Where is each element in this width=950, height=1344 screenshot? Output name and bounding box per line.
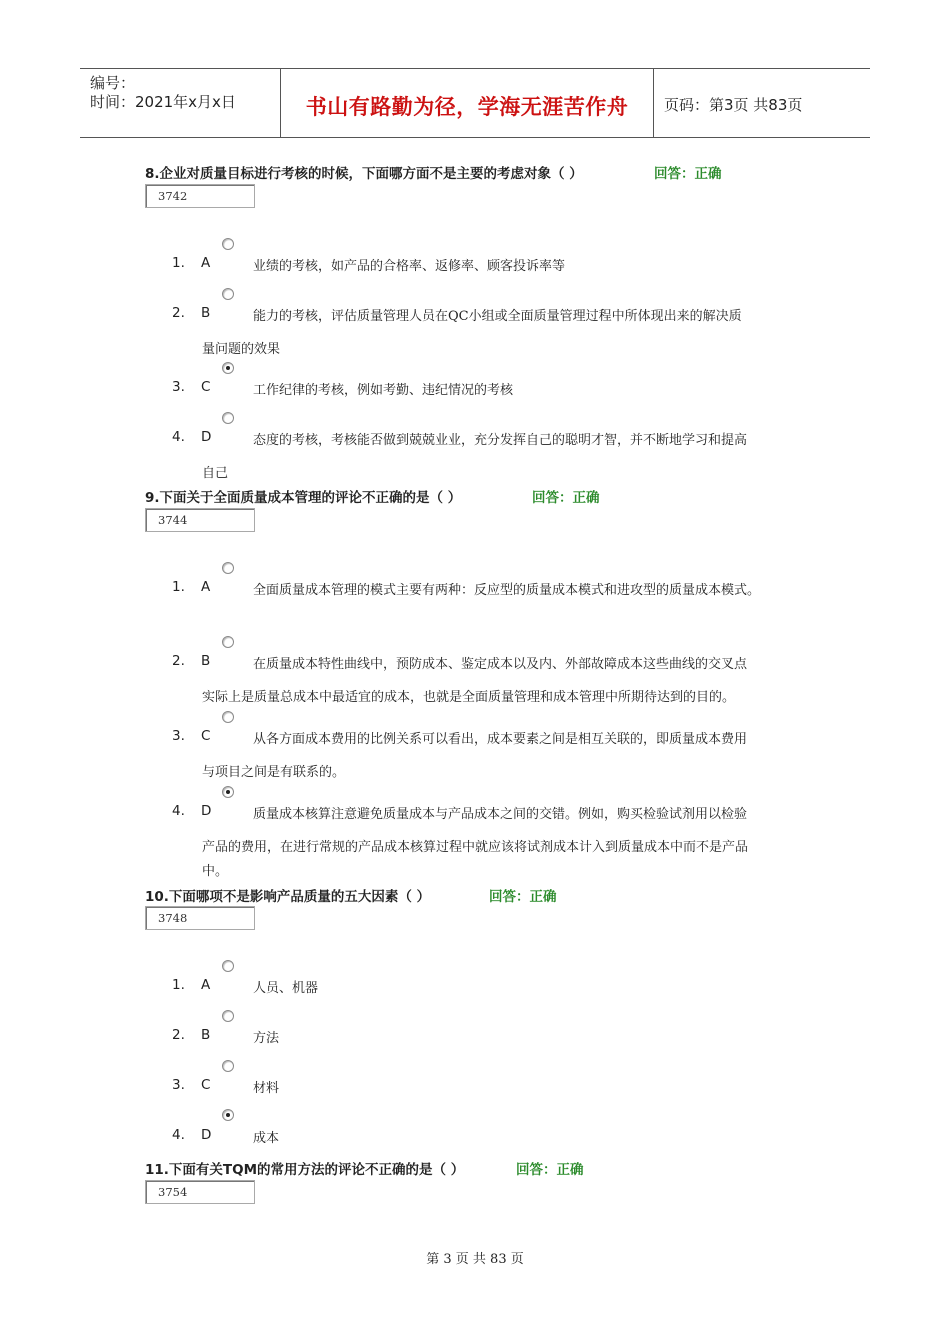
option-number: 2.: [172, 653, 185, 669]
option-text-continued: 产品的费用，在进行常规的产品成本核算过程中就应该将试剂成本计入到质量成本中而不是产品: [202, 840, 749, 855]
option-number: 3.: [172, 728, 185, 744]
option-number: 3.: [172, 1077, 185, 1093]
option-radio[interactable]: [222, 412, 234, 424]
option-radio[interactable]: [222, 562, 234, 574]
option-letter: B: [201, 653, 211, 669]
question-title: 10.下面哪项不是影响产品质量的五大因素（ ）: [145, 889, 431, 905]
option-radio[interactable]: [222, 636, 234, 648]
option-radio-selected[interactable]: [222, 362, 234, 374]
option-radio[interactable]: [222, 1060, 234, 1072]
option-number: 1.: [172, 255, 185, 271]
option-number: 2.: [172, 1027, 185, 1043]
code-label: 编号：: [90, 74, 136, 92]
option-number: 1.: [172, 977, 185, 993]
option-text-continued: 中。: [202, 864, 229, 879]
option-radio[interactable]: [222, 960, 234, 972]
option-letter: D: [201, 1127, 212, 1143]
option-text: 材料: [253, 1081, 280, 1096]
answer-status: 回答：正确: [516, 1162, 584, 1178]
option-letter: A: [201, 977, 211, 993]
option-text: 方法: [253, 1031, 280, 1046]
question-id-field[interactable]: 3744: [145, 508, 255, 532]
option-text: 业绩的考核，如产品的合格率、返修率、顾客投诉率等: [253, 259, 566, 274]
question-id-field[interactable]: 3748: [145, 906, 255, 930]
option-letter: D: [201, 429, 212, 445]
page-footer: 第 3 页 共 83 页: [426, 1252, 524, 1267]
option-text-continued: 自己: [202, 466, 229, 481]
option-letter: A: [201, 579, 211, 595]
option-text: 从各方面成本费用的比例关系可以看出，成本要素之间是相互关联的，即质量成本费用: [253, 732, 748, 747]
option-letter: C: [201, 379, 211, 395]
option-text-continued: 与项目之间是有联系的。: [202, 765, 346, 780]
question-id-field[interactable]: 3742: [145, 184, 255, 208]
option-text: 成本: [253, 1131, 280, 1146]
option-text: 态度的考核，考核能否做到兢兢业业，充分发挥自己的聪明才智，并不断地学习和提高: [253, 433, 748, 448]
question-id-field[interactable]: 3754: [145, 1180, 255, 1204]
option-number: 2.: [172, 305, 185, 321]
header-meta-cell: [80, 69, 281, 137]
header-motto-cell: [281, 69, 654, 137]
question-title: 8.企业对质量目标进行考核的时候，下面哪方面不是主要的考虑对象（ ）: [145, 166, 583, 182]
option-number: 4.: [172, 429, 185, 445]
page-info: 页码：第3页 共83页: [664, 96, 803, 114]
option-letter: B: [201, 305, 211, 321]
option-letter: C: [201, 1077, 211, 1093]
motto: 书山有路勤为径，学海无涯苦作舟: [305, 95, 629, 119]
option-text: 在质量成本特性曲线中，预防成本、鉴定成本以及内、外部故障成本这些曲线的交叉点: [253, 657, 748, 672]
option-letter: A: [201, 255, 211, 271]
option-letter: B: [201, 1027, 211, 1043]
option-text-continued: 量问题的效果: [202, 342, 281, 357]
answer-status: 回答：正确: [532, 490, 600, 506]
header-page-cell: [654, 69, 870, 137]
option-letter: D: [201, 803, 212, 819]
document-header: [80, 68, 870, 138]
question-title: 9.下面关于全面质量成本管理的评论不正确的是（ ）: [145, 490, 462, 506]
option-radio[interactable]: [222, 711, 234, 723]
option-radio-selected[interactable]: [222, 786, 234, 798]
answer-status: 回答：正确: [654, 166, 722, 182]
option-text-continued: 实际上是质量总成本中最适宜的成本，也就是全面质量管理和成本管理中所期待达到的目的。: [202, 690, 736, 705]
option-radio[interactable]: [222, 288, 234, 300]
option-number: 3.: [172, 379, 185, 395]
option-radio-selected[interactable]: [222, 1109, 234, 1121]
option-number: 4.: [172, 1127, 185, 1143]
option-letter: C: [201, 728, 211, 744]
option-text: 全面质量成本管理的模式主要有两种：反应型的质量成本模式和进攻型的质量成本模式。: [253, 583, 761, 598]
option-text: 质量成本核算注意避免质量成本与产品成本之间的交错。例如，购买检验试剂用以检验: [253, 807, 748, 822]
option-text: 工作纪律的考核，例如考勤、违纪情况的考核: [253, 383, 514, 398]
time-label: 时间：2021年x月x日: [90, 93, 236, 111]
option-number: 4.: [172, 803, 185, 819]
question-title: 11.下面有关TQM的常用方法的评论不正确的是（ ）: [145, 1162, 465, 1178]
option-radio[interactable]: [222, 1010, 234, 1022]
option-number: 1.: [172, 579, 185, 595]
option-text: 人员、机器: [253, 981, 319, 996]
option-radio[interactable]: [222, 238, 234, 250]
answer-status: 回答：正确: [489, 889, 557, 905]
option-text: 能力的考核，评估质量管理人员在QC小组或全面质量管理过程中所体现出来的解决质: [253, 309, 742, 324]
